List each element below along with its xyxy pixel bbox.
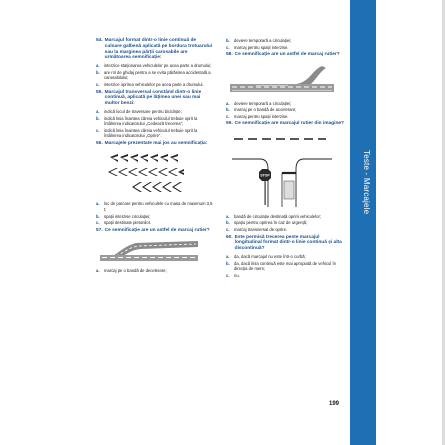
answer-option[interactable]	[226, 273, 346, 279]
option-key: c.	[96, 220, 100, 226]
road-edge-left	[232, 159, 268, 207]
question-text: Ce semnificație are marcajul rutier din imagine?	[234, 121, 344, 127]
option-key: b.	[96, 115, 100, 121]
answer-option[interactable]	[96, 128, 214, 139]
answer-option[interactable]	[96, 82, 214, 88]
option-text: loc de parcare pentru vehiculele cu masa de maximum 3,5 t;	[104, 201, 213, 212]
chevron-row-1	[110, 154, 178, 162]
option-text: interzice staționarea vehiculelor pe acea parte a drumului;	[104, 63, 212, 69]
option-key: c.	[226, 44, 230, 50]
option-key: b.	[96, 213, 100, 219]
chapter-side-tab-label: Teste - Marcajele	[362, 150, 371, 215]
question-number: 54.	[96, 38, 103, 43]
question-number: 60.	[226, 234, 233, 240]
option-text: indică linia înaintea căreia vehiculul trebuie oprit la întâlnirea indicatorului „Oprire”.	[104, 127, 198, 139]
option-key: c.	[226, 226, 230, 232]
option-text: interzice oprirea vehiculelor pe acea parte a drumului.	[104, 81, 204, 87]
option-key: a.	[226, 100, 230, 106]
answer-option[interactable]	[226, 101, 346, 107]
option-text: marcaj pentru spații interzise.	[234, 113, 289, 119]
question-number: 59.	[226, 121, 233, 127]
answer-option[interactable]	[226, 214, 346, 220]
answer-option[interactable]	[226, 261, 346, 272]
question-number: 56.	[96, 140, 103, 146]
question-56	[96, 141, 214, 226]
question-number: 57.	[96, 227, 103, 233]
option-text: deviere temporară a circulației;	[234, 38, 292, 43]
option-text: marcaj pe o bandă de decelerare;	[104, 268, 167, 274]
option-key: b.	[226, 107, 230, 113]
question-57	[96, 228, 214, 274]
road-edge-right	[296, 159, 332, 207]
option-key: c.	[226, 113, 230, 119]
option-key: b.	[96, 69, 100, 75]
road-base	[100, 255, 198, 261]
answer-option[interactable]	[226, 220, 346, 226]
question-57-continued	[226, 38, 346, 50]
option-text: are rol de ghidaj pentru a se evita părăsirea accidentală a carosabilului;	[104, 69, 211, 81]
answer-option[interactable]	[96, 70, 214, 81]
option-key: a.	[96, 63, 100, 69]
answer-option[interactable]	[226, 254, 346, 260]
answer-option[interactable]	[96, 214, 214, 220]
chevron-row-3	[132, 182, 182, 192]
question-text: Ce semnificație are un astfel de marcaj rutier?	[234, 52, 340, 58]
right-column	[226, 38, 346, 280]
question-55	[96, 90, 214, 139]
answer-option[interactable]	[96, 63, 214, 69]
question-text: Marcajul transversal constând dintr-o linie continuă, aplicată pe lățimea unei sau mai multor benzi:	[104, 89, 202, 107]
chevron-row-2	[108, 168, 184, 176]
answer-option[interactable]	[96, 201, 214, 212]
option-text: marcaj pentru spații interzise.	[234, 44, 289, 50]
option-text: bandă de circulație destinată opririi vehiculelor;	[234, 213, 322, 219]
answer-option[interactable]	[226, 107, 346, 113]
option-key: c.	[96, 127, 100, 133]
deceleration-lane-figure	[96, 237, 200, 263]
option-key: a.	[226, 213, 230, 219]
option-text: spațiu pentru oprirea în caz de urgență;	[234, 220, 308, 226]
answer-option[interactable]	[226, 227, 346, 233]
option-text: da, dacă marcajul nu este într-o curbă;	[234, 253, 306, 259]
option-text: indică locul de traversare pentru bicicliște;	[104, 108, 182, 114]
question-54	[96, 38, 214, 88]
option-key: b.	[226, 38, 230, 43]
page-number: 199	[329, 401, 340, 407]
question-number: 58.	[226, 52, 233, 58]
answer-option[interactable]	[96, 220, 214, 226]
option-key: b.	[226, 260, 230, 266]
answer-option[interactable]	[226, 38, 346, 44]
answer-option[interactable]	[96, 116, 214, 127]
option-text: indică linia înaintea căreia vehiculul trebuie oprit la întâlnirea indicatorului „Cedează trecerea”;	[104, 115, 198, 127]
stop-lane-marking	[284, 181, 294, 199]
option-text: spații interzise circulației;	[104, 213, 151, 219]
option-key: b.	[226, 220, 230, 226]
question-text: Marcajul format dintr-o linie continuă de culoare galbenă aplicată pe bordura trotuarului sau la marginea părții carosabile are următoarea semnificație:	[104, 38, 213, 61]
question-text: Ce semnificație are un astfel de marcaj rutier?	[104, 227, 210, 233]
stop-line-figure	[226, 131, 338, 209]
option-key: a.	[96, 108, 100, 114]
left-column	[96, 38, 214, 276]
stop-sign-text: STOP	[260, 173, 270, 178]
option-key: c.	[96, 81, 100, 87]
question-text: Este permisă trecerea peste marcajul longitudinal format dintr-o linie continuă și alta discontinuă?	[234, 234, 342, 252]
chevron-markings-figure	[96, 151, 196, 197]
question-59	[226, 121, 346, 232]
option-text: nu.	[234, 272, 240, 278]
option-text: marcaj pe o bandă de accelerare;	[234, 107, 297, 113]
answer-option[interactable]	[226, 45, 346, 51]
answer-option[interactable]	[96, 268, 214, 274]
option-key: a.	[96, 201, 100, 207]
option-text: deviere temporară a circulației;	[234, 100, 292, 106]
option-text: da, dacă linia continuă este mai apropiată de vehicul în direcția de mers;	[234, 260, 336, 272]
road-base	[230, 84, 334, 92]
question-60	[226, 235, 346, 279]
option-key: a.	[226, 253, 230, 259]
question-number: 55.	[96, 89, 103, 95]
acceleration-lane-figure	[226, 62, 338, 96]
option-key: c.	[226, 272, 230, 278]
option-text: spații destinate pietonilor.	[104, 220, 152, 226]
option-key: a.	[96, 268, 100, 274]
answer-option[interactable]	[226, 114, 346, 120]
answer-option[interactable]	[96, 109, 214, 115]
option-text: marcaj transversal de oprire.	[234, 226, 288, 232]
question-58	[226, 52, 346, 119]
question-text: Marcajele prezentate mai jos au semnificația:	[104, 140, 208, 146]
